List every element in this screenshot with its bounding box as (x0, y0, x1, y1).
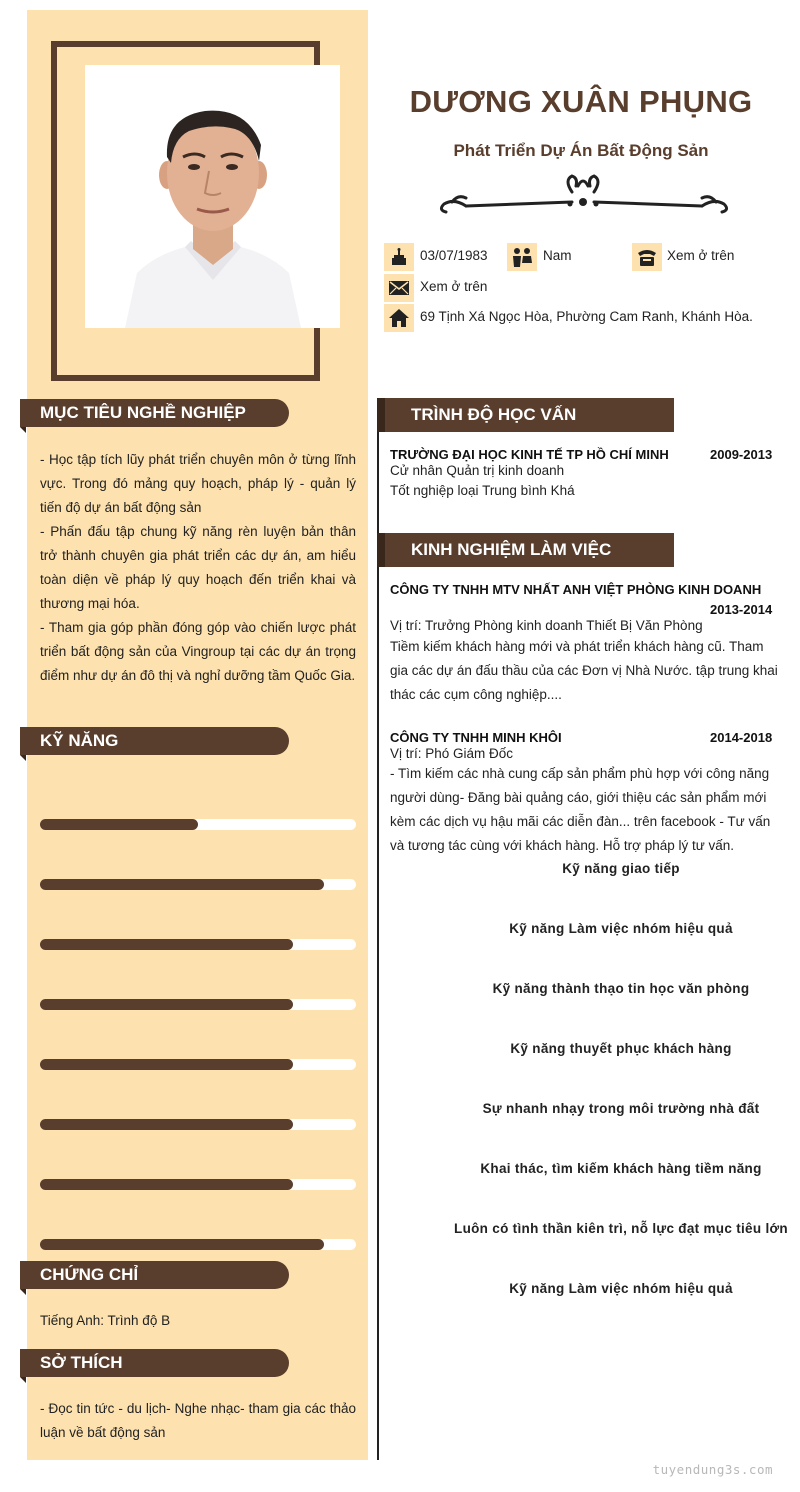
skill-bar-fill (40, 999, 293, 1010)
objective-line: - Phấn đấu tập chung kỹ năng rèn luyện bản thân trở thành chuyên gia phát triển các dự án, am hiểu toàn diện về pháp lý quy hoạch đến triển khai và thương mại hóa. (40, 524, 356, 611)
hobbies-heading-label: SỞ THÍCH (40, 1353, 123, 1372)
skill-bar-track (40, 1179, 356, 1190)
certificates-heading (20, 1261, 289, 1289)
skill-name: Kỹ năng thuyết phục khách hàng (510, 1041, 732, 1056)
objective-text (40, 448, 356, 688)
job-company: CÔNG TY TNHH MINH KHÔI (390, 730, 562, 745)
profile-photo (85, 65, 340, 328)
education-heading-label: TRÌNH ĐỘ HỌC VẤN (411, 405, 577, 424)
skill-bar-fill (40, 879, 324, 890)
skill-bar-fill (40, 939, 293, 950)
skill-name: Luôn có tình thần kiên trì, nỗ lực đạt mục tiêu lớn (454, 1221, 788, 1236)
education-degree: Cử nhân Quản trị kinh doanh (390, 463, 565, 478)
objective-heading-label: MỤC TIÊU NGHỀ NGHIỆP (40, 403, 246, 422)
hobbies-heading (20, 1349, 289, 1377)
avatar-portrait (85, 65, 340, 328)
skill-bar-fill (40, 1059, 293, 1070)
job-period: 2013-2014 (710, 602, 773, 617)
job-description: - Tìm kiếm các nhà cung cấp sản phẩm phù hợp với công năng người dùng- Đăng bài quảng cáo, giới thiệu các sản phẩm mới kèm các dịch vụ hậu mãi các diễn đàn... trên facebook - Tư vấn và tương tác cùng với khách hàng. Hỗ trợ pháp lý tư vấn. (390, 766, 771, 853)
skill-name: Kỹ năng thành thạo tin học văn phòng (492, 981, 750, 996)
skills-heading (20, 727, 289, 755)
phone-value: Xem ở trên (667, 248, 735, 263)
job-position: Vị trí: Trưởng Phòng kinh doanh Thiết Bị Văn Phòng (390, 618, 703, 633)
objective-line: - Tham gia góp phần đóng góp vào chiến lược phát triển bất động sản của Vingroup tại các dự án trọng điểm như dự án đô thị và nghỉ dưỡng tầm Quốc Gia. (40, 620, 356, 683)
gender-value: Nam (543, 248, 572, 263)
skill-name: Sự nhanh nhạy trong môi trường nhà đất (482, 1101, 760, 1116)
skill-name: Khai thác, tìm kiếm khách hàng tiềm năng (480, 1161, 762, 1176)
ornament-divider (432, 172, 734, 224)
skill-bar-fill (40, 1119, 293, 1130)
objective-heading (20, 399, 289, 427)
skill-name: Kỹ năng giao tiếp (562, 861, 680, 876)
home-icon (384, 304, 414, 332)
skill-bar-track (40, 999, 356, 1010)
skill-bar-track (40, 1059, 356, 1070)
job-company: CÔNG TY TNHH MTV NHẤT ANH VIỆT PHÒNG KINH DOANH (390, 582, 762, 597)
education-grade: Tốt nghiệp loại Trung bình Khá (390, 483, 575, 498)
education-heading (377, 398, 674, 432)
skill-bar-track (40, 819, 356, 830)
birthday-cake-icon (384, 243, 414, 271)
skill-bar-track (40, 939, 356, 950)
hobbies-text: - Đọc tin tức - du lịch- Nghe nhạc- tham gia các thảo luận về bất động sản (40, 1401, 356, 1440)
objective-line: - Học tập tích lũy phát triển chuyên môn ở từng lĩnh vực. Trong đó mảng quy hoạch, pháp lý - quản lý tiến độ dự án bất động sản (40, 452, 356, 515)
watermark: tuyendung3s.com (652, 1462, 773, 1477)
certificates-heading-label: CHỨNG CHỈ (40, 1265, 139, 1284)
email-value: Xem ở trên (420, 279, 488, 294)
job-position: Vị trí: Phó Giám Đốc (390, 746, 514, 761)
skill-name: Kỹ năng Làm việc nhóm hiệu quả (509, 1281, 733, 1296)
skill-bar-fill (40, 1179, 293, 1190)
skill-bar-track (40, 879, 356, 890)
certificate-text: Tiếng Anh: Trình độ B (40, 1313, 171, 1328)
education-period: 2009-2013 (710, 447, 773, 462)
skill-bar-track (40, 1119, 356, 1130)
job-period: 2014-2018 (710, 730, 773, 745)
skill-name: Kỹ năng Làm việc nhóm hiệu quả (509, 921, 733, 936)
address-value: 69 Tịnh Xá Ngọc Hòa, Phường Cam Ranh, Khánh Hòa. (420, 309, 753, 324)
envelope-icon (384, 274, 414, 302)
job-description: Tiềm kiếm khách hàng mới và phát triển khách hàng cũ. Tham gia các dự án đấu thầu của các Đơn vị Nhà Nước. tập trung khai thác các cụm công nghiệp.... (390, 639, 778, 702)
skills-heading-label: KỸ NĂNG (40, 731, 119, 750)
people-icon (507, 243, 537, 271)
skill-bar-fill (40, 1239, 324, 1250)
skill-bar-track (40, 1239, 356, 1250)
birthday-value: 03/07/1983 (420, 248, 488, 263)
experience-heading (377, 533, 674, 567)
job-title: Phát Triển Dự Án Bất Động Sản (453, 141, 709, 160)
skill-bar-fill (40, 819, 198, 830)
candidate-name: DƯƠNG XUÂN PHỤNG (409, 84, 753, 119)
experience-heading-label: KINH NGHIỆM LÀM VIỆC (411, 540, 612, 559)
phone-icon (632, 243, 662, 271)
education-school: TRƯỜNG ĐẠI HỌC KINH TẾ TP HỒ CHÍ MINH (390, 447, 669, 462)
